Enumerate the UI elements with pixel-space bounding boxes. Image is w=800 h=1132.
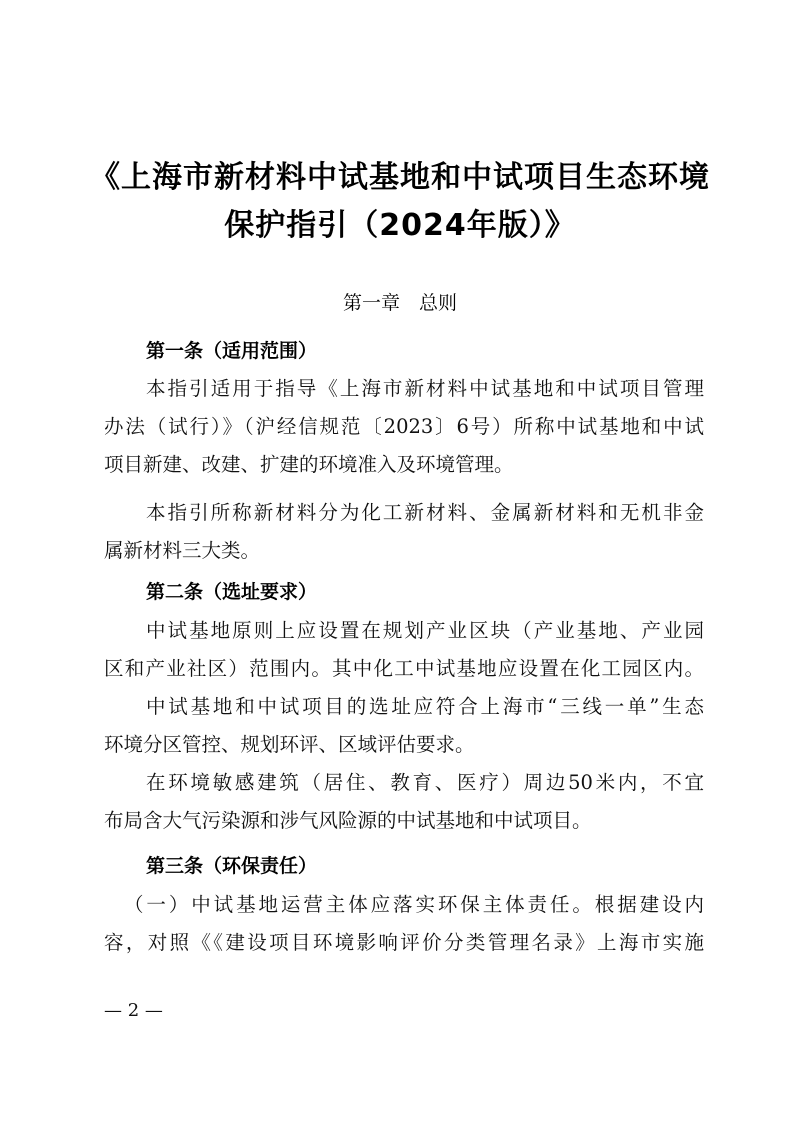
article-1-para-1-line-3: 项目新建、改建、扩建的环境准入及环境管理。 <box>104 453 514 476</box>
article-3-para-1-line-2: 容，对照《《建设项目环境影响评价分类管理名录》上海市实施 <box>104 931 704 954</box>
article-3-heading: 第三条（环保责任） <box>146 855 318 877</box>
article-1-para-2-line-2: 属新材料三大类。 <box>104 539 261 562</box>
article-2-heading: 第二条（选址要求） <box>146 581 318 603</box>
article-1-para-1-line-1: 本指引适用于指导《上海市新材料中试基地和中试项目管理 <box>146 377 704 400</box>
article-3-para-1-line-1: （一）中试基地运营主体应落实环保主体责任。根据建设内 <box>124 893 704 916</box>
document-title-line-2: 保护指引（2024年版）》 <box>224 208 576 243</box>
document-title-line-1: 《上海市新材料中试基地和中试项目生态环境 <box>90 160 710 195</box>
article-2-para-1-line-2: 区和产业社区）范围内。其中化工中试基地应设置在化工园区内。 <box>104 657 704 680</box>
article-1-heading: 第一条（适用范围） <box>146 340 318 362</box>
article-2-para-3-line-2: 布局含大气污染源和涉气风险源的中试基地和中试项目。 <box>104 809 592 832</box>
article-2-para-3-line-1: 在环境敏感建筑（居住、教育、医疗）周边50米内，不宜 <box>146 771 704 794</box>
chapter-heading: 第一章 总则 <box>342 292 457 314</box>
article-1-para-2-line-1: 本指引所称新材料分为化工新材料、金属新材料和无机非金 <box>146 501 704 524</box>
article-1-para-1-line-2: 办法（试行）》（沪经信规范〔2023〕6号）所称中试基地和中试 <box>104 415 704 438</box>
article-2-para-2-line-1: 中试基地和中试项目的选址应符合上海市“三线一单”生态 <box>146 695 704 718</box>
article-2-para-1-line-1: 中试基地原则上应设置在规划产业区块（产业基地、产业园 <box>146 619 704 642</box>
page-number: — 2 — <box>104 1000 163 1021</box>
article-2-para-2-line-2: 环境分区管控、规划环评、区域评估要求。 <box>104 733 475 756</box>
